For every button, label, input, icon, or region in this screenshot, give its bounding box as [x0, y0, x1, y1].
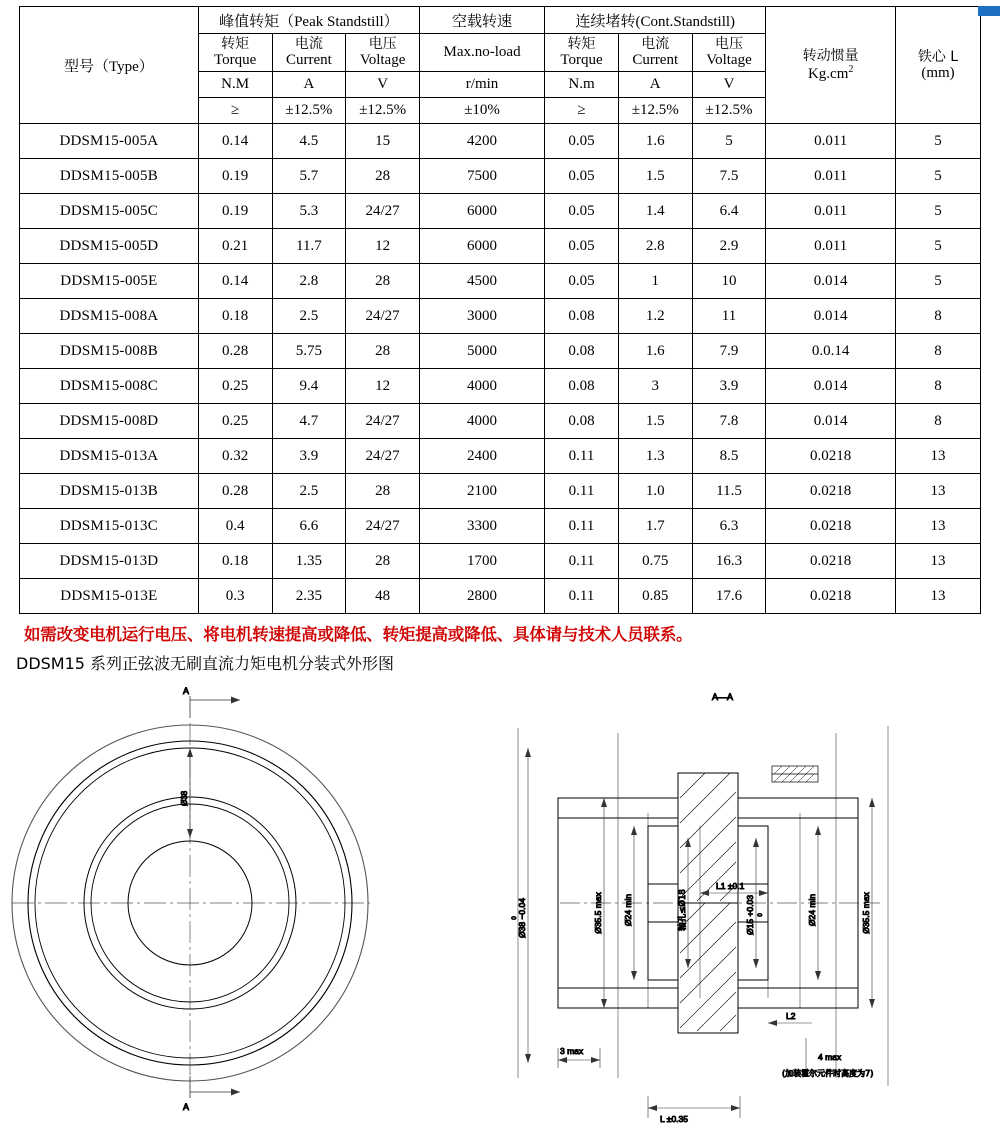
section-title: A—A [712, 692, 734, 703]
label-l2: L2 [786, 1011, 796, 1022]
label-l: L ±0.35 [660, 1114, 688, 1125]
header-peak-torque-en: Torque [213, 52, 257, 69]
table-row [20, 299, 981, 334]
cell-peak-torque: 0.32 [198, 439, 272, 474]
cell-noload: 2400 [419, 439, 544, 474]
cell-noload: 4000 [419, 369, 544, 404]
header-inertia [766, 7, 896, 124]
label-l1: L1 ±0.1 [716, 881, 745, 892]
unit-noload: r/min [419, 72, 544, 98]
cell-type: DDSM15-005A [20, 124, 199, 159]
cell-peak-voltage: 28 [346, 544, 420, 579]
cell-type: DDSM15-005B [20, 159, 199, 194]
label-od-front: Ø38 [180, 791, 189, 807]
header-cont-current-cn: 电流 [641, 36, 670, 52]
cell-cont-torque: 0.11 [545, 439, 619, 474]
cell-noload: 4500 [419, 264, 544, 299]
cell-core: 13 [895, 579, 980, 614]
cell-peak-torque: 0.28 [198, 334, 272, 369]
cell-cont-current: 1.2 [618, 299, 692, 334]
tol-peak-voltage: ±12.5% [346, 98, 420, 124]
cell-peak-torque: 0.14 [198, 124, 272, 159]
cell-peak-voltage: 24/27 [346, 194, 420, 229]
cell-cont-current: 1.0 [618, 474, 692, 509]
cell-cont-voltage: 6.3 [692, 509, 766, 544]
table-row [20, 579, 981, 614]
cell-cont-torque: 0.11 [545, 474, 619, 509]
unit-cont-torque: N.m [545, 72, 619, 98]
cell-core: 5 [895, 159, 980, 194]
drawing-caption: DDSM15 系列正弦波无刷直流力矩电机分装式外形图 [16, 654, 395, 674]
cell-peak-current: 3.9 [272, 439, 346, 474]
cell-type: DDSM15-005E [20, 264, 199, 299]
cell-peak-voltage: 12 [346, 369, 420, 404]
tol-noload: ±10% [419, 98, 544, 124]
header-cont-voltage-en: Voltage [706, 52, 752, 69]
cell-cont-voltage: 11.5 [692, 474, 766, 509]
cell-core: 13 [895, 544, 980, 579]
table-row [20, 334, 981, 369]
header-noload-en: Max.no-load [419, 34, 544, 72]
cell-inertia: 0.011 [766, 194, 896, 229]
header-type: 型号（Type） [20, 7, 199, 124]
cell-peak-torque: 0.4 [198, 509, 272, 544]
cell-peak-voltage: 28 [346, 159, 420, 194]
cell-noload: 2100 [419, 474, 544, 509]
cell-cont-voltage: 11 [692, 299, 766, 334]
unit-peak-voltage: V [346, 72, 420, 98]
label-d24-left: Ø24 min [623, 894, 633, 927]
cell-inertia: 0.014 [766, 299, 896, 334]
label-d38-tol: 0 [512, 916, 518, 921]
section-mark-top: A [183, 686, 190, 697]
cell-core: 13 [895, 474, 980, 509]
label-4max: 4 max [818, 1052, 842, 1063]
label-d24-right: Ø24 min [807, 894, 817, 927]
cell-cont-current: 1 [618, 264, 692, 299]
table-row [20, 194, 981, 229]
table-row [20, 544, 981, 579]
red-note: 如需改变电机运行电压、将电机转速提高或降低、转矩提高或降低、具体请与技术人员联系。 [24, 625, 693, 645]
cell-type: DDSM15-008C [20, 369, 199, 404]
header-peak-current-en: Current [285, 52, 332, 69]
table-row [20, 159, 981, 194]
header-peak-torque [198, 34, 272, 72]
unit-peak-torque: N.M [198, 72, 272, 98]
cell-inertia: 0.014 [766, 369, 896, 404]
document-page [0, 6, 1000, 1125]
header-core-cn: 铁心 L [917, 48, 959, 65]
header-inertia-unit: $Kg.cm^2$ [807, 63, 854, 82]
header-cont-torque [545, 34, 619, 72]
cell-noload: 3300 [419, 509, 544, 544]
table-row [20, 474, 981, 509]
cell-cont-torque: 0.05 [545, 264, 619, 299]
header-inertia-cn: 转动惯量 [802, 47, 859, 64]
header-cont-torque-cn: 转矩 [567, 36, 596, 52]
cell-cont-current: 1.5 [618, 404, 692, 439]
cell-peak-current: 2.5 [272, 474, 346, 509]
cell-cont-current: 1.4 [618, 194, 692, 229]
cell-inertia: 0.0.14 [766, 334, 896, 369]
cell-type: DDSM15-008A [20, 299, 199, 334]
table-row [20, 509, 981, 544]
header-peak-current [272, 34, 346, 72]
label-bore: 轴孔≤Ø18 [678, 889, 688, 932]
cell-type: DDSM15-008B [20, 334, 199, 369]
cell-type: DDSM15-005C [20, 194, 199, 229]
cell-cont-current: 1.3 [618, 439, 692, 474]
cell-noload: 6000 [419, 229, 544, 264]
cell-cont-torque: 0.05 [545, 229, 619, 264]
cell-noload: 4000 [419, 404, 544, 439]
cell-peak-torque: 0.21 [198, 229, 272, 264]
cell-inertia: 0.014 [766, 404, 896, 439]
cell-cont-torque: 0.11 [545, 579, 619, 614]
label-d355-right: Ø35.5 max [861, 892, 871, 935]
cell-cont-current: 1.6 [618, 334, 692, 369]
cell-inertia: 0.011 [766, 159, 896, 194]
cell-core: 5 [895, 264, 980, 299]
cell-inertia: 0.0218 [766, 544, 896, 579]
unit-cont-current: A [618, 72, 692, 98]
cell-core: 8 [895, 334, 980, 369]
cell-peak-torque: 0.3 [198, 579, 272, 614]
cell-cont-current: 1.5 [618, 159, 692, 194]
header-peak-voltage-cn: 电压 [368, 36, 397, 52]
cell-peak-voltage: 48 [346, 579, 420, 614]
cell-cont-voltage: 10 [692, 264, 766, 299]
label-d15-tol: 0 [758, 913, 764, 918]
cell-peak-voltage: 28 [346, 474, 420, 509]
unit-peak-current: A [272, 72, 346, 98]
cell-peak-voltage: 12 [346, 229, 420, 264]
cell-cont-current: 0.75 [618, 544, 692, 579]
cell-cont-torque: 0.05 [545, 159, 619, 194]
table-row [20, 404, 981, 439]
tol-cont-current: ±12.5% [618, 98, 692, 124]
label-d38: Ø38 −0.04 [517, 898, 527, 939]
cell-inertia: 0.011 [766, 229, 896, 264]
cell-peak-current: 9.4 [272, 369, 346, 404]
table-row [20, 369, 981, 404]
header-cont-voltage-cn: 电压 [714, 36, 743, 52]
header-cont-current [618, 34, 692, 72]
cell-type: DDSM15-008D [20, 404, 199, 439]
header-inertia-sup: 2 [848, 63, 854, 75]
cell-core: 5 [895, 194, 980, 229]
cell-peak-torque: 0.14 [198, 264, 272, 299]
cell-inertia: 0.011 [766, 124, 896, 159]
header-group-noload: 空载转速 [419, 7, 544, 34]
cell-cont-torque: 0.08 [545, 404, 619, 439]
cell-inertia: 0.0218 [766, 509, 896, 544]
outline-drawing [0, 678, 1000, 1148]
cell-type: DDSM15-013A [20, 439, 199, 474]
table-row [20, 439, 981, 474]
cell-peak-current: 5.7 [272, 159, 346, 194]
cell-core: 8 [895, 299, 980, 334]
table-header-row-groups [20, 7, 981, 34]
cell-cont-voltage: 7.8 [692, 404, 766, 439]
cell-inertia: 0.014 [766, 264, 896, 299]
cell-cont-torque: 0.08 [545, 369, 619, 404]
cell-peak-torque: 0.19 [198, 159, 272, 194]
tol-cont-voltage: ±12.5% [692, 98, 766, 124]
cell-peak-current: 1.35 [272, 544, 346, 579]
cell-type: DDSM15-013B [20, 474, 199, 509]
cell-peak-torque: 0.18 [198, 544, 272, 579]
cell-cont-torque: 0.11 [545, 544, 619, 579]
header-peak-voltage-en: Voltage [359, 52, 406, 69]
cell-peak-torque: 0.28 [198, 474, 272, 509]
tol-peak-torque: ≥ [198, 98, 272, 124]
header-cont-torque-en: Torque [560, 52, 603, 69]
table-row [20, 264, 981, 299]
page-corner-marker [978, 6, 1000, 16]
cell-cont-current: 0.85 [618, 579, 692, 614]
cell-core: 13 [895, 509, 980, 544]
cell-inertia: 0.0218 [766, 474, 896, 509]
label-d355-left: Ø35.5 max [593, 892, 603, 935]
cell-peak-current: 11.7 [272, 229, 346, 264]
cell-noload: 6000 [419, 194, 544, 229]
header-core-unit: (mm) [921, 64, 955, 81]
cell-type: DDSM15-013C [20, 509, 199, 544]
tol-cont-torque: ≥ [545, 98, 619, 124]
cell-inertia: 0.0218 [766, 579, 896, 614]
header-cont-voltage [692, 34, 766, 72]
cell-cont-voltage: 7.5 [692, 159, 766, 194]
cell-cont-current: 3 [618, 369, 692, 404]
label-hall-note: (加装霍尔元件时高度为7) [782, 1069, 874, 1079]
cell-cont-current: 1.7 [618, 509, 692, 544]
tol-peak-current: ±12.5% [272, 98, 346, 124]
cell-core: 5 [895, 124, 980, 159]
cell-peak-current: 4.5 [272, 124, 346, 159]
label-3max: 3 max [560, 1046, 584, 1057]
cell-core: 8 [895, 369, 980, 404]
cell-peak-torque: 0.25 [198, 369, 272, 404]
cell-type: DDSM15-005D [20, 229, 199, 264]
section-mark-bottom: A [183, 1102, 190, 1113]
label-d15: Ø15 +0.03 [745, 895, 755, 936]
cell-noload: 2800 [419, 579, 544, 614]
cell-noload: 3000 [419, 299, 544, 334]
cell-core: 5 [895, 229, 980, 264]
cell-cont-voltage: 17.6 [692, 579, 766, 614]
cell-cont-voltage: 7.9 [692, 334, 766, 369]
cell-cont-torque: 0.11 [545, 509, 619, 544]
cell-noload: 7500 [419, 159, 544, 194]
header-group-cont: 连续堵转(Cont.Standstill) [545, 7, 766, 34]
cell-peak-current: 2.5 [272, 299, 346, 334]
cell-peak-current: 5.75 [272, 334, 346, 369]
header-group-peak: 峰值转矩（Peak Standstill） [198, 7, 419, 34]
cell-cont-voltage: 5 [692, 124, 766, 159]
header-cont-current-en: Current [632, 52, 679, 69]
cell-cont-voltage: 3.9 [692, 369, 766, 404]
cell-peak-torque: 0.18 [198, 299, 272, 334]
unit-cont-voltage: V [692, 72, 766, 98]
cell-peak-voltage: 28 [346, 334, 420, 369]
cell-cont-torque: 0.05 [545, 194, 619, 229]
cell-cont-torque: 0.08 [545, 299, 619, 334]
cell-peak-current: 6.6 [272, 509, 346, 544]
cell-cont-torque: 0.08 [545, 334, 619, 369]
cell-peak-torque: 0.25 [198, 404, 272, 439]
header-peak-torque-cn: 转矩 [221, 36, 250, 52]
cell-cont-voltage: 2.9 [692, 229, 766, 264]
cell-cont-voltage: 16.3 [692, 544, 766, 579]
cell-core: 8 [895, 404, 980, 439]
cell-peak-current: 5.3 [272, 194, 346, 229]
cell-peak-voltage: 28 [346, 264, 420, 299]
cell-peak-current: 2.35 [272, 579, 346, 614]
cell-peak-current: 2.8 [272, 264, 346, 299]
table-row [20, 229, 981, 264]
cell-peak-voltage: 24/27 [346, 509, 420, 544]
cell-core: 13 [895, 439, 980, 474]
cell-noload: 5000 [419, 334, 544, 369]
cell-type: DDSM15-013E [20, 579, 199, 614]
cell-cont-torque: 0.05 [545, 124, 619, 159]
cell-peak-voltage: 24/27 [346, 439, 420, 474]
cell-noload: 4200 [419, 124, 544, 159]
cell-type: DDSM15-013D [20, 544, 199, 579]
cell-inertia: 0.0218 [766, 439, 896, 474]
cell-noload: 1700 [419, 544, 544, 579]
cell-peak-torque: 0.19 [198, 194, 272, 229]
cell-peak-voltage: 15 [346, 124, 420, 159]
drawing-svg [0, 678, 1000, 1148]
motor-spec-table [19, 6, 981, 614]
cell-peak-voltage: 24/27 [346, 299, 420, 334]
cell-cont-voltage: 6.4 [692, 194, 766, 229]
cell-peak-voltage: 24/27 [346, 404, 420, 439]
cell-peak-current: 4.7 [272, 404, 346, 439]
table-row [20, 124, 981, 159]
cell-cont-current: 2.8 [618, 229, 692, 264]
cell-cont-voltage: 8.5 [692, 439, 766, 474]
cell-cont-current: 1.6 [618, 124, 692, 159]
header-core [895, 7, 980, 124]
header-peak-current-cn: 电流 [294, 36, 323, 52]
header-peak-voltage [346, 34, 420, 72]
